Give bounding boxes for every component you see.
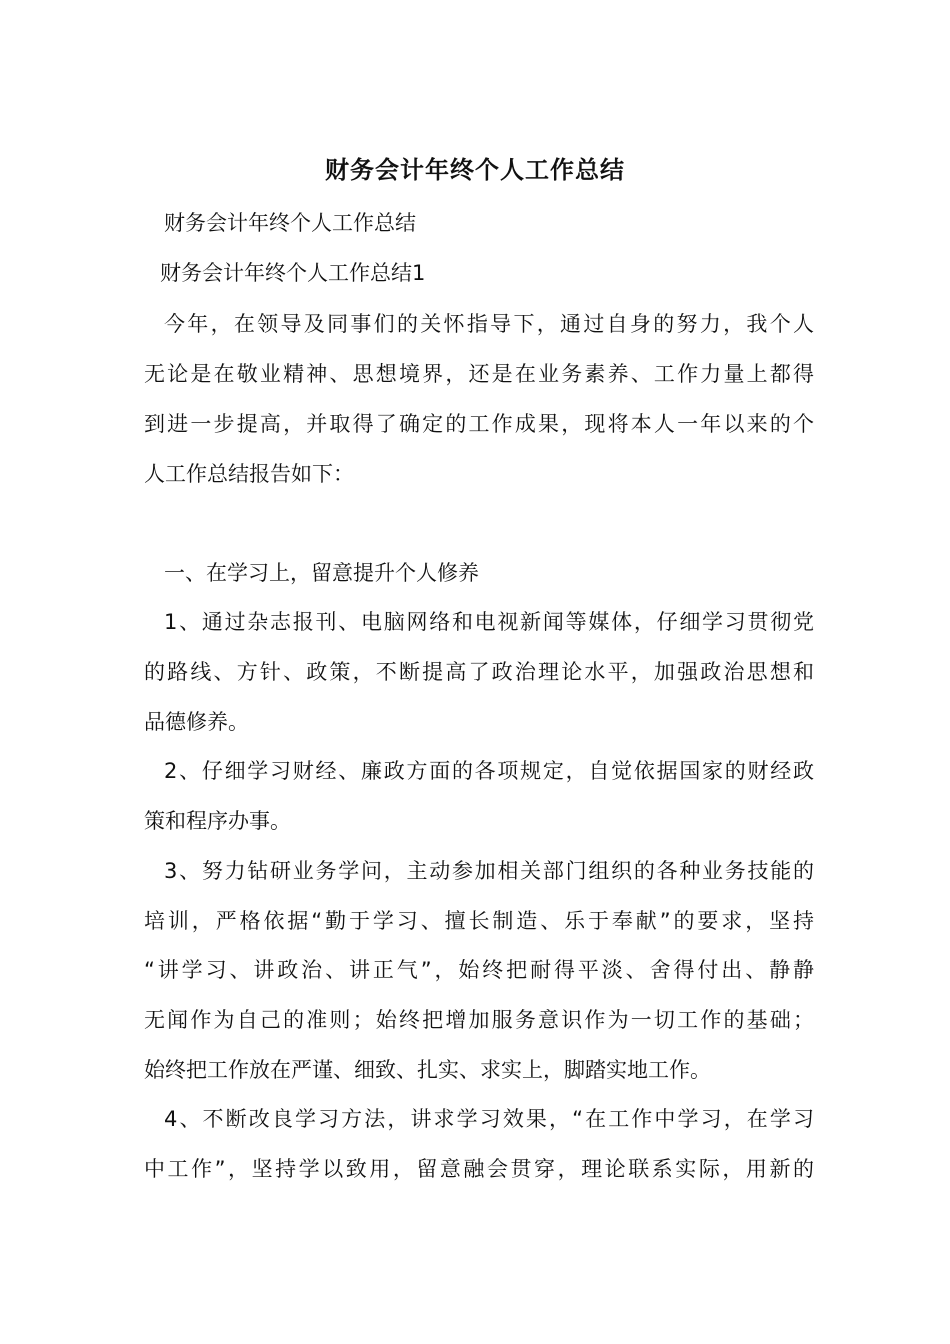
section-heading: 财务会计年终个人工作总结1: [160, 261, 426, 285]
paragraph-line: 3、努力钻研业务学问，主动参加相关部门组织的各种业务技能的: [164, 859, 814, 883]
paragraph-line: 2、仔细学习财经、廉政方面的各项规定，自觉依据国家的财经政: [164, 759, 814, 783]
paragraph-line: 无论是在敬业精神、思想境界，还是在业务素养、工作力量上都得: [144, 362, 814, 386]
paragraph-line: 培训，严格依据“勤于学习、擅长制造、乐于奉献”的要求，坚持: [144, 909, 814, 933]
paragraph-line: 今年，在领导及同事们的关怀指导下，通过自身的努力，我个人: [164, 312, 814, 336]
paragraph-line: 中工作”，坚持学以致用，留意融会贯穿，理论联系实际，用新的: [144, 1157, 814, 1181]
paragraph-line: 到进一步提高，并取得了确定的工作成果，现将本人一年以来的个: [144, 412, 814, 436]
paragraph-line: 4、不断改良学习方法，讲求学习效果，“在工作中学习，在学习: [164, 1107, 814, 1131]
section-heading: 一、在学习上，留意提升个人修养: [164, 561, 479, 585]
document-title: 财务会计年终个人工作总结: [325, 156, 625, 184]
subtitle-line: 财务会计年终个人工作总结: [164, 211, 416, 235]
paragraph-line: 的路线、方针、政策，不断提高了政治理论水平，加强政治思想和: [144, 660, 814, 684]
paragraph-line: 品德修养。: [144, 710, 249, 734]
paragraph-line: “讲学习、讲政治、讲正气”，始终把耐得平淡、舍得付出、静静: [144, 958, 814, 982]
paragraph-line: 始终把工作放在严谨、细致、扎实、求实上，脚踏实地工作。: [144, 1058, 711, 1082]
paragraph-line: 人工作总结报告如下：: [144, 462, 354, 486]
paragraph-line: 1、通过杂志报刊、电脑网络和电视新闻等媒体，仔细学习贯彻党: [164, 610, 814, 634]
paragraph-line: 策和程序办事。: [144, 809, 291, 833]
paragraph-line: 无闻作为自己的准则；始终把增加服务意识作为一切工作的基础；: [144, 1008, 814, 1032]
